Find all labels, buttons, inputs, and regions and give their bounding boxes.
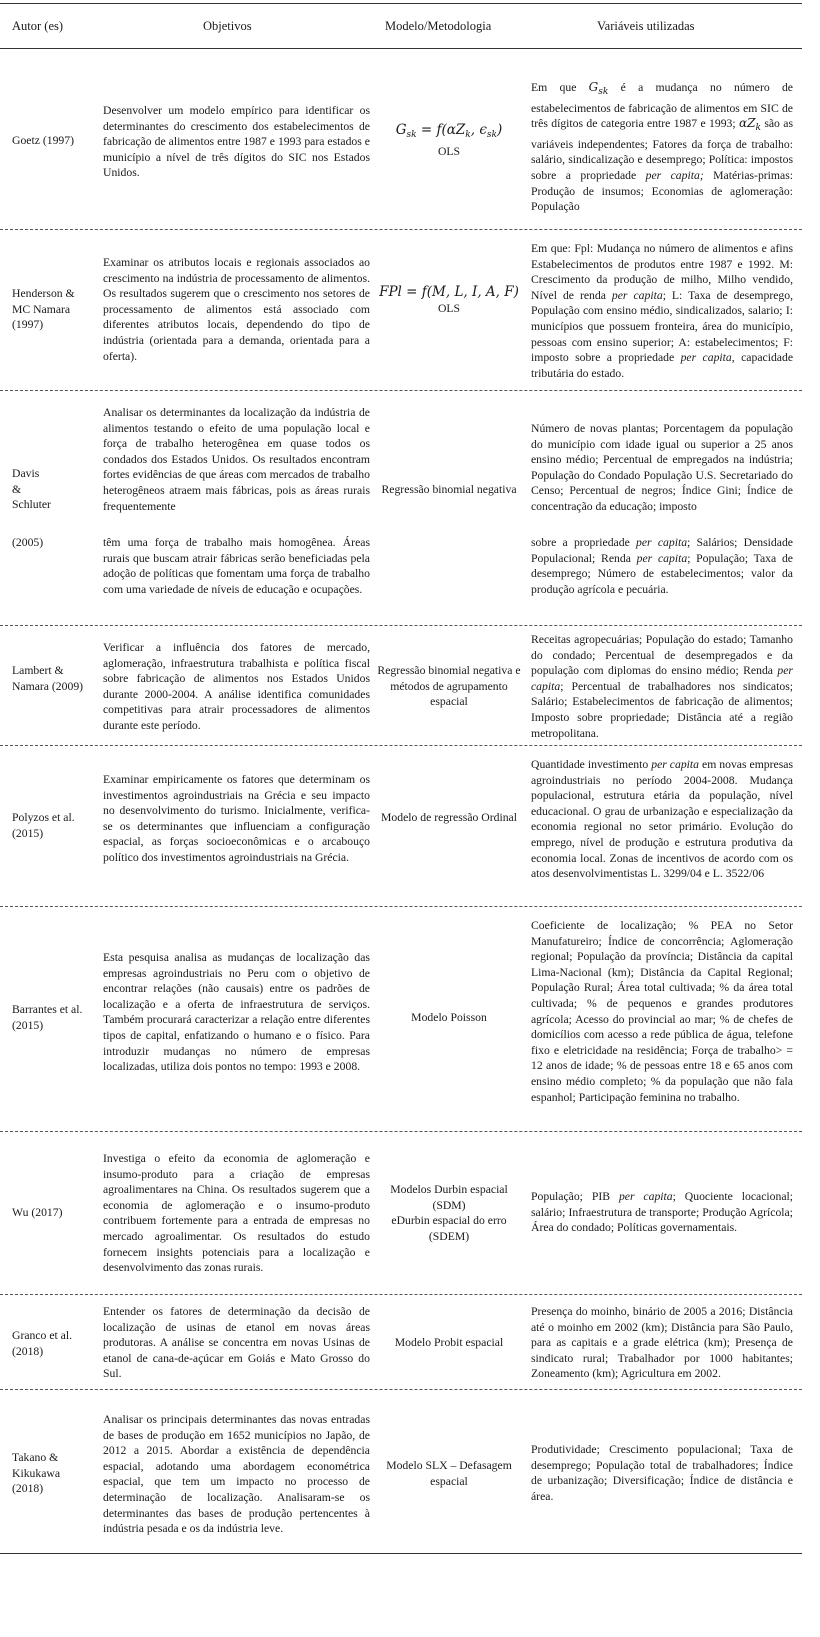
row-goetz-model xyxy=(374,123,524,159)
row-polyzos-variables: Quantidade investimento per capita em novas empresas agroindustriais no período 2004-2008. Mudança populacional, estrutura etária da população, nível educacional. O grau de urbanização e especialização da economia regional no setor primário. Evolução do emprego, nível de produção e estrutura produtiva da economia local. Zonas de incentivos de acordo com os atos desenvolvimentistas L. 3299/04 e L. 3522/06 xyxy=(531,758,794,881)
table-top-rule xyxy=(0,3,802,4)
row-divider xyxy=(0,1294,802,1295)
row-lambert-objectives: Verificar a influência dos fatores de mercado, aglomeração, infraestrutura trabalhista e política fiscal sobre fabricação de alimentos nos Estados Unidos durante 2000-2004. A análise identifica comunidades competitivas para atrair processadores de alimentos durante este período. xyxy=(103,641,370,732)
row-davis-model: Regressão binomial negativa xyxy=(381,483,517,496)
row-polyzos-author: Polyzos et al. (2015) xyxy=(12,811,75,840)
row-wu-author: Wu (2017) xyxy=(12,1206,63,1219)
header-objectives: Objetivos xyxy=(203,19,252,33)
row-divider xyxy=(0,1131,802,1132)
row-davis-variables-b: sobre a propriedade per capita; Salários; Densidade Populacional; Renda per capita; População; Taxa de desemprego; Número de estabelecimentos; valor da produção agrícola e pecuária. xyxy=(531,536,793,596)
row-wu-objectives: Investiga o efeito da economia de aglomeração e insumo-produto para a criação de empresas agroalimentares na China. Os resultados sugerem que a economia de aglomeração e o insumo-produto contribuem fortemente para a entrada de empresas no mercado agroalimentar. Os resultados do estudo fornecem insights potenciais para a localização e desenvolvimento das zonas rurais. xyxy=(103,1152,370,1275)
goetz-equation: $G_{sk} = f(\alpha Z_k$, $\epsilon_{sk}$) xyxy=(395,122,503,140)
header-variables: Variáveis utilizadas xyxy=(597,19,695,33)
row-henderson-model xyxy=(374,285,524,316)
row-goetz-variables: Em que $G_{sk}$ é a mudança no número de estabelecimentos de fabricação de alimentos em SIC de três dígitos de categoria entre 1987 e 1993; $\alpha Z_k$ são as variáveis independentes; Fatores da força de trabalho: salário, sindicalização e desemprego; Política: impostos sobre a propriedade per capita; Matérias-primas: Produção de insumos; Economias de aglomeração: População xyxy=(531,80,794,214)
row-granco-objectives: Entender os fatores de determinação da decisão de localização de usinas de etanol em novas áreas produtoras. A análise se concentra em novas Usinas de etanol de cana-de-açúcar em Goiás e Mato Grosso do Sul. xyxy=(103,1305,370,1381)
row-barrantes-model: Modelo Poisson xyxy=(411,1011,487,1024)
row-lambert-model: Regressão binomial negativa e métodos de agrupamento espacial xyxy=(377,664,521,709)
header-bottom-rule xyxy=(0,48,802,49)
row-lambert-author: Lambert & Namara (2009) xyxy=(12,664,84,693)
table-bottom-rule xyxy=(0,1553,802,1554)
row-granco-variables: Presença do moinho, binário de 2005 a 2016; Distância até o moinho em 2002 (km); Distância para São Paulo, para as capitais e a grade elétrica (km); Presença de sindicato rural; Trabalhador por 1000 habitantes; Zoneamento (km); Agricultura em 2002. xyxy=(531,1305,793,1381)
row-barrantes-objectives: Esta pesquisa analisa as mudanças de localização das empresas agroindustriais no Peru com o objetivo de encontrar relações (não causais) entre os padrões de localização e a oferta de infraestrutura de serviços. Também procurará caracterizar a relação entre diferentes tipos de capital, enfatizando o humano e o físico. Para introduzir mudanças no número de empresas localizadas, utiliza dois pontos no tempo: 1993 e 2008. xyxy=(103,951,370,1074)
row-polyzos-model: Modelo de regressão Ordinal xyxy=(381,811,517,824)
row-divider xyxy=(0,625,802,626)
row-takano-variables: Produtividade; Crescimento populacional; Taxa de desemprego; População total de trabalhadores; Índice de urbanização; Diversificação; Índice de distância e área. xyxy=(531,1443,793,1503)
row-divider xyxy=(0,390,802,391)
row-barrantes-variables: Coeficiente de localização; % PEA no Setor Manufatureiro; Índice de concorrência; Aglomeração regional; População da província; Distância da capital Lima-Nacional (km); Distância da Capital Regional; População Rural; Área total cultivada; % da área total cultivada; % de pequenos e grandes produtores agrícola; Acesso do provincial ao mar; % de chefes de domicílios com acesso a rede pública de água, telefone fixo e eletricidade na residência; Força de trabalho> = 12 anos de idade; % de pessoas entre 18 e 65 anos com ensino médio completo; % da população que não fala espanhol; Participação feminina no trabalho. xyxy=(531,919,793,1104)
row-wu-variables: População; PIB per capita; Quociente locacional; salário; Infraestrutura de transporte; Produção Agrícola; Área do condado; Políticas governamentais. xyxy=(531,1190,793,1235)
henderson-equation: FPl = f(M, L, I, A, F) xyxy=(379,284,519,300)
row-goetz-objectives: Desenvolver um modelo empírico para identificar os determinantes do crescimento dos estabelecimentos de fabricação de alimentos entre 1987 e 1993 para estados e município a nível de três dígitos do SIC nos Estados Unidos. xyxy=(103,104,370,180)
wu-model-sdem: eDurbin espacial do erro (SDEM) xyxy=(391,1214,507,1243)
row-davis-year: (2005) xyxy=(12,536,44,549)
row-granco-author: Granco et al. (2018) xyxy=(12,1329,73,1358)
row-henderson-variables: Em que: Fpl: Mudança no número de alimentos e afins Estabelecimentos de produtos entre 1987 e 1992. M: Crescimento da produção de milho, Milho vendido, Nível de renda per capita; L: Taxa de desemprego, População com ensino médio, sindicalizados, salario; I: municípios que possuem fronteira, área do município, pessoas com ensino superior; A: estabelecimentos; F: imposto sobre a propriedade per capita, capacidade tributária do estado. xyxy=(531,242,794,380)
row-davis-variables-a: Número de novas plantas; Porcentagem da população do município com idade igual ou superior a 25 anos ensino médio; Percentual de empregados na indústria; População do Condado População U.S. Secretariado do Censo; Percentual de negros; Índice Gini; Índice de concentração da educação; imposto xyxy=(531,422,793,513)
row-takano-objectives: Analisar os principais determinantes das novas entradas de bases de produção em 1652 municípios no Japão, de 2012 a 2015. Abordar a existência de dependência espacial, adotando uma abordagem econométrica espacial, que tem um impacto no processo de determinação de localização. Analisaram-se os determinantes das bases de produção pertencentes à indústria pesada e os da indústria leve. xyxy=(103,1413,370,1536)
row-davis-author: Davis & Schluter xyxy=(12,467,51,512)
row-divider xyxy=(0,906,802,907)
row-polyzos-objectives: Examinar empiricamente os fatores que determinam os investimentos agroindustriais na Grécia e seu impacto no desenvolvimento do turismo. Inicialmente, verifica-se os determinantes que influenciam a configuração espacial, as forças socioeconômicas e o arcabouço político dos investimentos agroindustriais na Grécia. xyxy=(103,773,370,864)
henderson-method: OLS xyxy=(437,301,461,315)
row-divider xyxy=(0,1389,802,1390)
row-henderson-author: Henderson & MC Namara (1997) xyxy=(12,287,75,332)
row-lambert-variables: Receitas agropecuárias; População do estado; Tamanho do condado; Percentual de desempregados e da população com diplomas do ensino médio; Renda per capita; Percentual de trabalhadores nos sindicatos; Salário; Estabelecimentos de fabricação de alimentos; Imposto sobre propriedade; Distância até a região metropolitana. xyxy=(531,633,793,740)
row-goetz-author: Goetz (1997) xyxy=(12,134,74,147)
row-davis-objectives-b: têm uma força de trabalho mais homogênea. Áreas rurais que buscam atrair fábricas serão beneficiadas pela adoção de políticas que fomentam uma força de trabalho com uma variedade de níveis de educação e ocupações. xyxy=(103,536,370,596)
header-model: Modelo/Metodologia xyxy=(385,19,492,33)
row-divider xyxy=(0,745,802,746)
row-takano-model: Modelo SLX – Defasagem espacial xyxy=(386,1459,512,1488)
row-takano-author: Takano & Kikukawa (2018) xyxy=(12,1451,61,1496)
header-author: Autor (es) xyxy=(12,19,64,33)
row-barrantes-author: Barrantes et al. (2015) xyxy=(12,1003,83,1032)
row-wu-model xyxy=(374,1182,524,1244)
wu-model-sdm: Modelos Durbin espacial (SDM) xyxy=(390,1183,508,1212)
row-henderson-objectives: Examinar os atributos locais e regionais associados ao crescimento na indústria de processamento de alimentos. Os resultados sugerem que o crescimento nos setores de processamento de alimentos está associado com diferentes atributos locais, dependendo do tipo de indústria (orientada para a demanda, orientada para a oferta). xyxy=(103,256,370,363)
goetz-method: OLS xyxy=(437,144,461,158)
row-davis-objectives-a: Analisar os determinantes da localização da indústria de alimentos testando o efeito de uma população local e força de trabalho heterogênea em quase todos os condados dos Estados Unidos. Os resultados encontram fortes evidências de que áreas com mercados de trabalho heterogêneos atraem mais fábricas, pois as áreas rurais frequentemente xyxy=(103,406,370,513)
row-divider xyxy=(0,229,802,230)
row-granco-model: Modelo Probit espacial xyxy=(394,1336,504,1349)
